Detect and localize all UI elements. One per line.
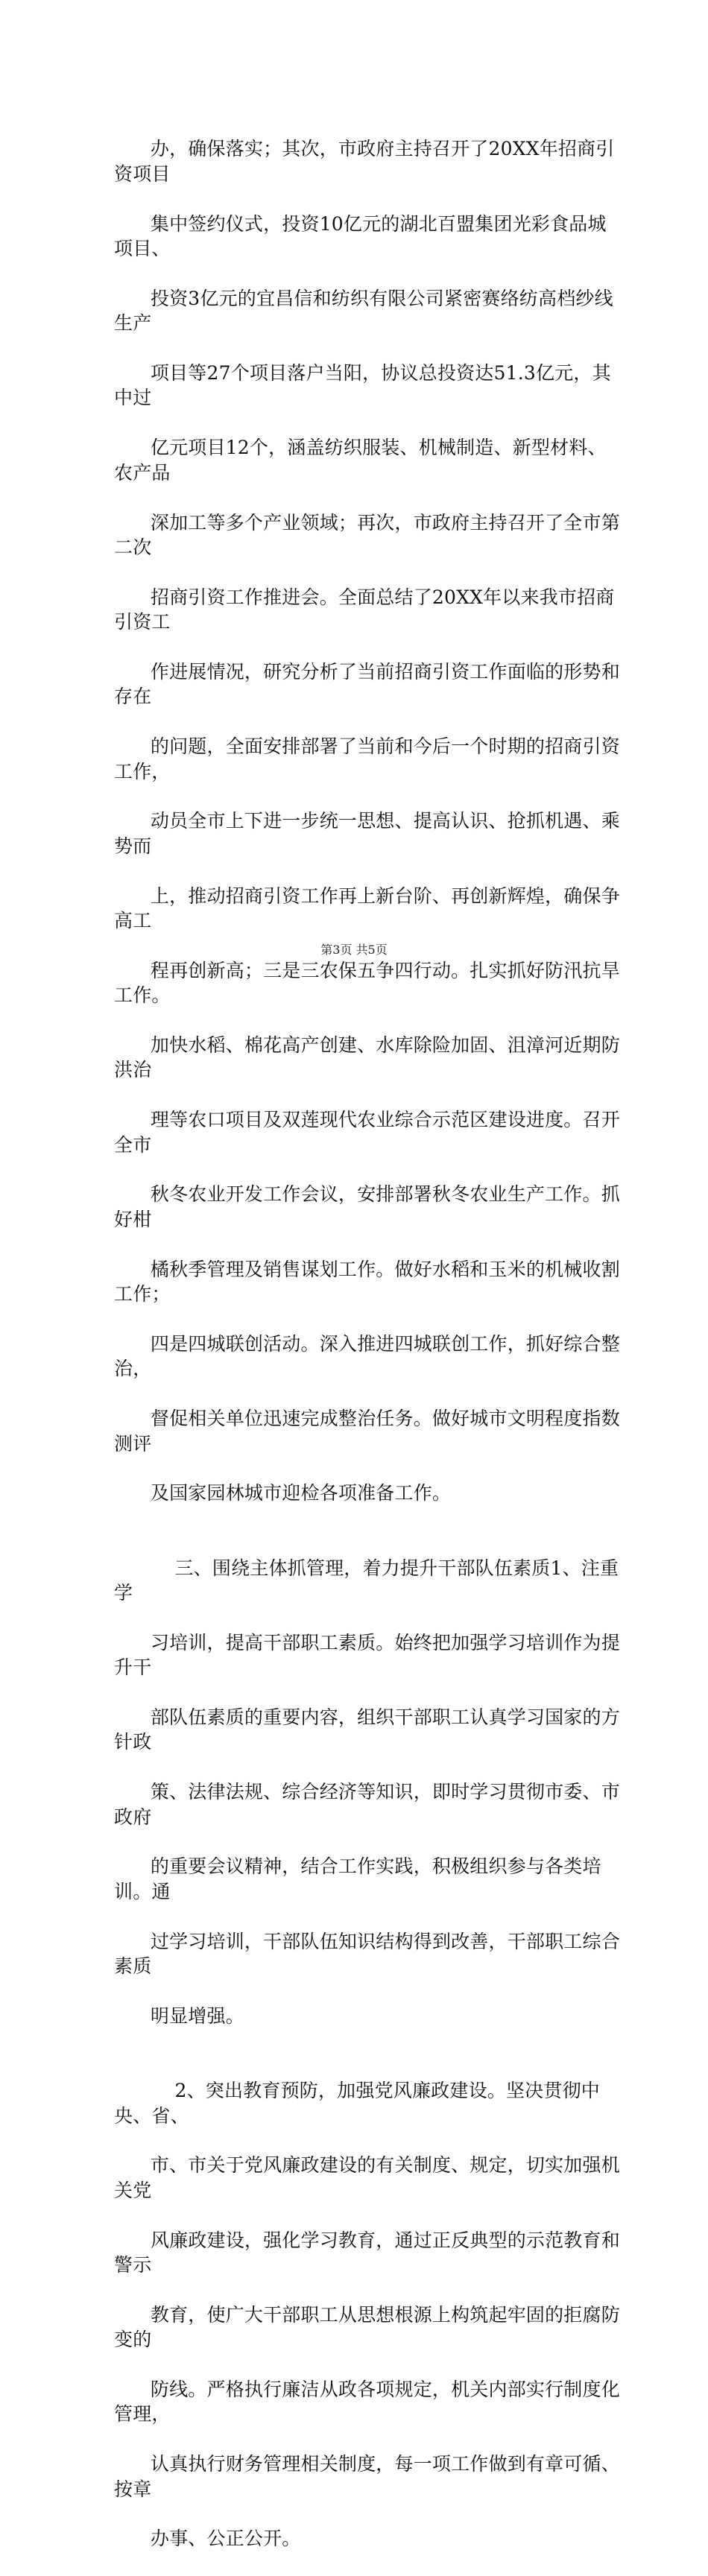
- text-line: 项目等27个项目落户当阳，协议总投资达51.3亿元，其中过: [114, 362, 611, 409]
- text-line: 习培训，提高干部职工素质。始终把加强学习培训作为提升干: [114, 1631, 620, 1679]
- text-line: 防线。严格执行廉洁从政各项规定，机关内部实行制度化管理，: [114, 2378, 620, 2425]
- text-line: 2、突出教育预防，加强党风廉政建设。坚决贯彻中央、省、: [114, 2080, 600, 2127]
- paragraph-section-three: [114, 1531, 621, 2054]
- paragraph-projects: [114, 112, 621, 1531]
- text-line: 办事、公正公开。: [150, 2528, 301, 2550]
- text-line: 集中签约仪式，投资10亿元的湖北百盟集团光彩食品城项目、: [114, 212, 607, 260]
- text-line: 橘秋季管理及销售谋划工作。做好水稻和玉米的机械收割工作；: [114, 1258, 620, 1306]
- text-line: 理等农口项目及双莲现代农业综合示范区建设进度。召开全市: [114, 1109, 620, 1156]
- text-line: 市、市关于党风廉政建设的有关制度、规定，切实加强机关党: [114, 2154, 620, 2201]
- text-line: 动员全市上下进一步统一思想、提高认识、抢抓机遇、乘势而: [114, 810, 620, 857]
- text-line: 四是四城联创活动。深入推进四城联创工作，抓好综合整治，: [114, 1332, 620, 1380]
- text-line: 作进展情况，研究分析了当前招商引资工作面临的形势和存在: [114, 660, 620, 708]
- text-line: 认真执行财务管理相关制度，每一项工作做到有章可循、按章: [114, 2453, 620, 2500]
- text-line: 的问题，全面安排部署了当前和今后一个时期的招商引资工作，: [114, 735, 620, 782]
- text-line: 策、法律法规、综合经济等知识，即时学习贯彻市委、市政府: [114, 1781, 620, 1828]
- text-line: 办，确保落实；其次，市政府主持召开了20XX年招商引资项目: [114, 138, 615, 185]
- text-line: 教育，使广大干部职工从思想根源上构筑起牢固的拒腐防变的: [114, 2303, 620, 2351]
- text-line: 三、围绕主体抓管理，着力提升干部队伍素质1、注重学: [114, 1557, 619, 1604]
- text-line: 亿元项目12个，涵盖纺织服装、机械制造、新型材料、农产品: [114, 437, 607, 484]
- text-line: 明显增强。: [150, 2004, 244, 2027]
- page-footer: [0, 940, 708, 958]
- document-body: [114, 112, 621, 2576]
- text-line: 上，推动招商引资工作再上新台阶、再创新辉煌，确保争高工: [114, 884, 620, 931]
- text-line: 的重要会议精神，结合工作实践，积极组织参与各类培训。通: [114, 1855, 601, 1902]
- page-number-label: 第3页 共5页: [320, 943, 388, 957]
- text-line: 部队伍素质的重要内容，组织干部职工认真学习国家的方针政: [114, 1706, 620, 1753]
- text-line: 风廉政建设，强化学习教育，通过正反典型的示范教育和警示: [114, 2229, 620, 2276]
- text-line: 秋冬农业开发工作会议，安排部署秋冬农业生产工作。抓好柑: [114, 1183, 620, 1230]
- text-line: 及国家园林城市迎检各项准备工作。: [150, 1482, 452, 1504]
- text-line: 深加工等多个产业领域；再次，市政府主持召开了全市第二次: [114, 511, 620, 558]
- text-line: 投资3亿元的宜昌信和纺织有限公司紧密赛络纺高档纱线生产: [114, 287, 613, 335]
- paragraph-item-two: [114, 2054, 621, 2576]
- text-line: 过学习培训，干部队伍知识结构得到改善，干部职工综合素质: [114, 1930, 620, 1978]
- text-line: 督促相关单位迅速完成整治任务。做好城市文明程度指数测评: [114, 1408, 620, 1455]
- text-line: 程再创新高；三是三农保五争四行动。扎实抓好防汛抗旱工作。: [114, 959, 620, 1007]
- text-line: 招商引资工作推进会。全面总结了20XX年以来我市招商引资工: [114, 586, 615, 633]
- text-line: 加快水稻、棉花高产创建、水库除险加固、沮漳河近期防洪治: [114, 1034, 620, 1081]
